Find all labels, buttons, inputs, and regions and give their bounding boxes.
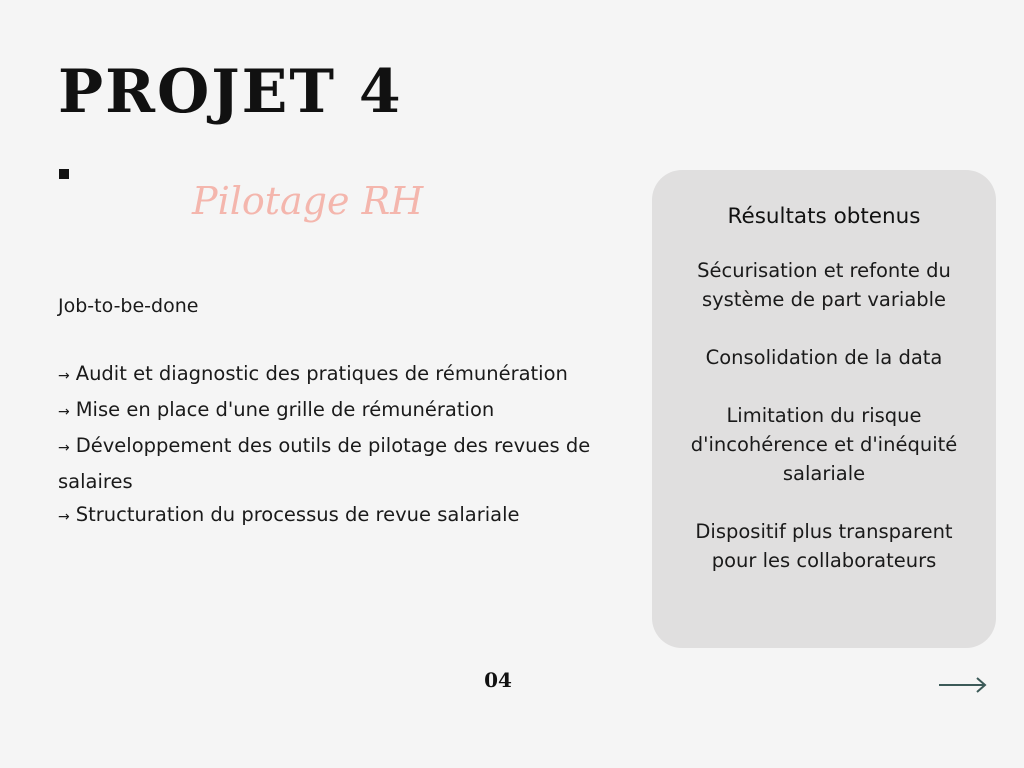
result-item: Dispositif plus transparent pour les collaborateurs xyxy=(695,520,953,572)
task-item xyxy=(58,357,618,393)
task-list xyxy=(58,357,618,534)
task-text: Développement des outils de pilotage des revues de salaires xyxy=(58,434,591,493)
task-text: Structuration du processus de revue salariale xyxy=(75,503,520,526)
arrow-bullet-icon: → xyxy=(58,368,70,384)
job-to-be-done-section xyxy=(58,293,618,534)
task-text: Mise en place d'une grille de rémunération xyxy=(75,398,495,421)
page-title: PROJET 4 xyxy=(58,57,403,127)
task-item xyxy=(58,498,618,534)
task-item xyxy=(58,429,618,498)
next-page-button[interactable] xyxy=(936,674,990,696)
square-bullet-icon xyxy=(59,169,69,179)
page-number: 04 xyxy=(484,668,512,692)
results-title: Résultats obtenus xyxy=(727,204,921,229)
arrow-bullet-icon: → xyxy=(58,440,70,456)
task-item xyxy=(58,393,618,429)
result-item: Sécurisation et refonte du système de part variable xyxy=(697,259,951,311)
result-item: Consolidation de la data xyxy=(705,346,943,369)
arrow-right-icon xyxy=(936,674,990,696)
arrow-bullet-icon: → xyxy=(58,404,70,420)
task-text: Audit et diagnostic des pratiques de rémunération xyxy=(75,362,568,385)
arrow-bullet-icon: → xyxy=(58,509,70,525)
results-panel xyxy=(652,170,996,648)
result-item: Limitation du risque d'incohérence et d'inéquité salariale xyxy=(690,404,958,485)
job-to-be-done-heading: Job-to-be-done xyxy=(58,295,199,317)
page-subtitle: Pilotage RH xyxy=(192,179,424,223)
